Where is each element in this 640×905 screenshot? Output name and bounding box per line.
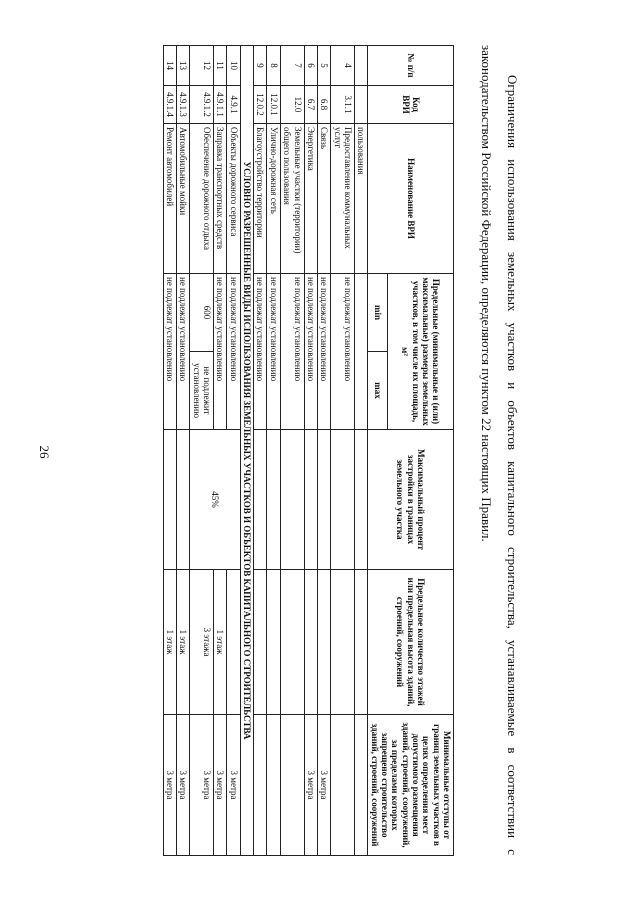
cell-num: 10 [227, 46, 240, 86]
cell-setback [267, 715, 280, 856]
cell-area-min: 600 [190, 274, 214, 352]
cell-num: 6 [304, 46, 317, 86]
cell-setback: 3 метра [214, 715, 227, 856]
cell-name: Ремонт автомобилей [163, 124, 176, 274]
header-percent: Максимальный процент застройки в границах земельного участка [368, 430, 454, 570]
restrictions-note: Ограничения использования земельных участков и объектов капитального строительства, устанавливаемые в соответствии с законодательством Российской Федерации, определяются пунктом 22 настоящих Правил. [479, 45, 520, 855]
cell-floors: 1 этаж [214, 570, 227, 715]
cell-name: Заправка транспортных средств [214, 124, 227, 274]
cell-area: не подлежат установлению [227, 274, 240, 430]
cell-percent [254, 430, 267, 570]
cell-code: 3.1.1 [331, 86, 355, 124]
cell-area [354, 274, 367, 430]
cell-setback [331, 715, 355, 856]
cell-floors [354, 570, 367, 715]
cell-num: 13 [177, 46, 190, 86]
cell-floors [304, 570, 317, 715]
table-row [163, 46, 176, 856]
cell-area-max: не подлежит установлению [190, 352, 214, 430]
cell-setback: 3 метра [163, 715, 176, 856]
cell-name: Автомобильные мойки [177, 124, 190, 274]
header-setback: Минимальные отступы от границ земельных участков в целях определения мест допустимого размещения зданий, строений, сооружений, за пределами которых запрещено строительство зданий, строений, сооружений [368, 715, 454, 856]
cell-area: не подлежат установлению [280, 274, 304, 430]
cell-area: не подлежат установлению [163, 274, 176, 430]
cell-name: Благоустройство территории [254, 124, 267, 274]
cell-code: 4.9.1.3 [177, 86, 190, 124]
table-container [59, 45, 454, 855]
table-row [177, 46, 190, 856]
cell-percent [267, 430, 280, 570]
cell-percent [354, 430, 367, 570]
cell-floors: 3 этажа [190, 570, 214, 715]
cell-code: 12.0 [280, 86, 304, 124]
cell-num [354, 46, 367, 86]
table-row [267, 46, 280, 856]
cell-setback [254, 715, 267, 856]
cell-floors [254, 570, 267, 715]
table-row [317, 46, 330, 856]
cell-setback: 3 метра [317, 715, 330, 856]
cell-setback: 3 метра [190, 715, 214, 856]
cell-num: 12 [190, 46, 214, 86]
header-code: Код ВРИ [368, 86, 454, 124]
table-row [227, 46, 240, 856]
section-title: УСЛОВНО РАЗРЕШЕННЫЕ ВИДЫ ИСПОЛЬЗОВАНИЯ ЗЕМЕЛЬНЫХ УЧАСТКОВ И ОБЪЕКТОВ КАПИТАЛЬНОГО СТРОИТЕЛЬСТВА [240, 46, 253, 856]
cell-percent [177, 430, 190, 570]
table-row [254, 46, 267, 856]
cell-area: не подлежат установлению [267, 274, 280, 430]
cell-area: не подлежат установлению [177, 274, 190, 430]
cell-num: 9 [254, 46, 267, 86]
cell-name: Обеспечение дорожного отдыха [190, 124, 214, 274]
header-name: Наименование ВРИ [368, 124, 454, 274]
cell-code: 4.9.1.1 [214, 86, 227, 124]
cell-code: 6.7 [304, 86, 317, 124]
cell-percent [163, 430, 176, 570]
cell-setback [280, 715, 304, 856]
header-floors: Предельное количество этажей или предельная высота зданий, строений, сооружений [368, 570, 454, 715]
cell-percent [317, 430, 330, 570]
cell-area: не подлежат установлению [317, 274, 330, 430]
page-number: 26 [37, 445, 52, 459]
cell-percent-merged: 45% [190, 430, 240, 570]
cell-num: 7 [280, 46, 304, 86]
table-row [304, 46, 317, 856]
cell-num: 11 [214, 46, 227, 86]
cell-area: не подлежат установлению [304, 274, 317, 430]
cell-code [354, 86, 367, 124]
cell-num: 14 [163, 46, 176, 86]
cell-percent [331, 430, 355, 570]
cell-setback: 3 метра [227, 715, 240, 856]
cell-name: пользования [354, 124, 367, 274]
header-area-max: max [368, 352, 388, 430]
cell-floors: 1 этаж [177, 570, 190, 715]
table-row [331, 46, 355, 856]
regulations-table [163, 45, 454, 856]
cell-name: Улично-дорожная сеть [267, 124, 280, 274]
cell-floors [331, 570, 355, 715]
cell-percent [304, 430, 317, 570]
cell-code: 4.9.1.2 [190, 86, 214, 124]
cell-setback: 3 метра [304, 715, 317, 856]
cell-setback [354, 715, 367, 856]
cell-floors [317, 570, 330, 715]
cell-code: 12.0.1 [267, 86, 280, 124]
table-header-row [388, 46, 454, 856]
cell-percent [280, 430, 304, 570]
cell-area: не подлежат установлению [214, 274, 227, 430]
cell-num: 4 [331, 46, 355, 86]
cell-code: 12.0.2 [254, 86, 267, 124]
cell-area: не подлежат установлению [331, 274, 355, 430]
cell-name: Земельные участки (территории) общего пользования [280, 124, 304, 274]
cell-setback: 3 метра [177, 715, 190, 856]
cell-floors [227, 570, 240, 715]
cell-name: Объекты дорожного сервиса [227, 124, 240, 274]
cell-floors [280, 570, 304, 715]
cell-code: 4.9.1 [227, 86, 240, 124]
header-area-min: min [368, 274, 388, 352]
header-num: № п/п [368, 46, 454, 86]
cell-name: Энергетика [304, 124, 317, 274]
cell-num: 8 [267, 46, 280, 86]
cell-code: 4.9.1.4 [163, 86, 176, 124]
table-row [354, 46, 367, 856]
cell-floors: 1 этаж [163, 570, 176, 715]
cell-code: 6.8 [317, 86, 330, 124]
cell-num: 5 [317, 46, 330, 86]
section-row [240, 46, 253, 856]
header-area: Предельные (минимальные и (или) максимальные) размеры земельных участков, в том числе их площадь, м² [388, 274, 454, 430]
cell-name: Предоставление коммунальных услуг [331, 124, 355, 274]
cell-floors [267, 570, 280, 715]
cell-area: не подлежат установлению [254, 274, 267, 430]
cell-name: Связь [317, 124, 330, 274]
table-row [280, 46, 304, 856]
